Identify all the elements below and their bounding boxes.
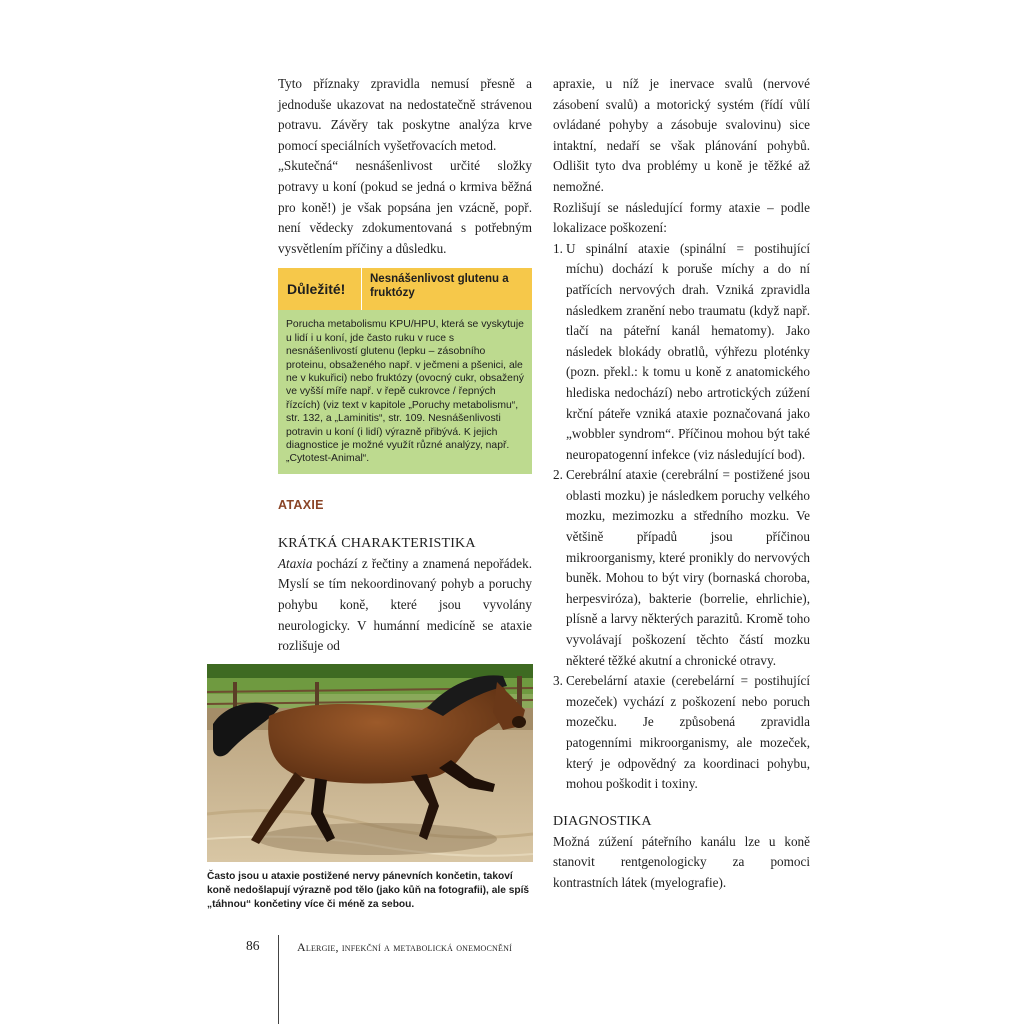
subheading-characteristics: KRÁTKÁ CHARAKTERISTIKA [278,535,476,551]
forms-intro-paragraph: Rozlišují se následující formy ataxie – podle lokalizace poškození: [553,199,810,236]
list-item [553,465,810,671]
important-tag: Důležité! [278,268,362,310]
section-heading-ataxie: ATAXIE [278,497,324,512]
list-item [553,671,810,795]
term-ataxia: Ataxia [278,555,313,571]
list-item-text: U spinální ataxie (spinální = postihující míchu) dochází k poruše míchy a do ní patřících nervových drah. Vzniká zpravidla následkem zranění nebo traumatu (když např. tlačí na páteřní kanál hematomy). Jako následek blokády obratlů, výhřezu ploténky (pozn. překl.: k tomu u koně z anatomického hlediska nedochází) nebo artrotických zúžení krční páteře vzniká ataxie poznačovaná jako „wobbler syndrom“. Příčinou mohou být také neuropatogenní infekce (viz následující bod). [566,240,810,462]
subheading-diagnostics: DIAGNOSTIKA [553,813,652,829]
list-item-number: 3. [553,673,563,689]
left-column [278,74,532,657]
horse-photo [207,664,533,862]
footer-divider [278,935,279,1024]
list-item-text: Cerebrální ataxie (cerebrální = postižené jsou oblasti mozku) je následkem poruchy velkého mozku, mezimozku a středního mozku. Ve většině případů jsou příčinou mikroorganismy, které pronikly do nervových buněk. Mohou to být viry (bornaská choroba, herpesviróza), bakterie (borrelie, ehrlichie), plísně a larvy některých parazitů. Kromě toho vyvolávají poškození těchto částí mozku některé těžké akutní a chronické otravy. [566,467,810,668]
diagnostics-paragraph: Možná zúžení páteřního kanálu lze u koně stanovit rentgenologicky za pomoci kontrastních látek (myelografie). [553,833,810,890]
chapter-title: Alergie, infekční a metabolická onemocnění [297,940,512,954]
photo-caption: Často jsou u ataxie postižené nervy pánevních končetin, takoví koně nedošlapují výrazně pod tělo (jako kůň na fotografii), ale spíš „táhnou“ končetiny více či méně za sebou. [207,871,530,910]
apraxie-paragraph: apraxie, u níž je inervace svalů (nervové zásobení svalů) a motorický systém (řídí vůlí ovládané pohyby a zásobuje svalovinu) sice intaktní, nedaří se však plánování pohybů. Odlišit tyto dva problémy u koně je těžké až nemožné. [553,76,810,194]
list-item-number: 1. [553,240,563,256]
intro-paragraph-2: „Skutečná“ nesnášenlivost určité složky potravy u koní (pokud se jedná o krmiva běžná pro koně!) je však popsána jen vzácně, popř. není vědecky zdokumentovaná s potřebným vysvětlením příčiny a důsledku. [278,158,532,256]
list-item [553,239,810,466]
list-item-text: Cerebelární ataxie (cerebelární = postihující mozeček) vychází z poškození nebo poruch mozečku. Je způsobená zpravidla patogenními mikroorganismy, ale mozeček, který je odpovědný za koordinaci pohybu, mohou poškodit i toxiny. [566,673,810,792]
characteristics-text: pochází z řečtiny a znamená nepořádek. Myslí se tím nekoordinovaný pohyb a poruchy pohybu koně, které jsou vyvolány neurologicky. V humánní medicíně se ataxie rozlišuje od [278,555,532,654]
intro-paragraph-1: Tyto příznaky zpravidla nemusí přesně a jednoduše ukazovat na nedostatečně strávenou potravu. Závěry tak poskytne analýza krve pomocí speciálních vyšetřovacích metod. [278,76,532,153]
characteristics-paragraph [278,554,532,657]
important-box-title: Nesnášenlivost glutenu a fruktózy [370,273,509,300]
important-box-body: Porucha metabolismu KPU/HPU, která se vyskytuje u lidí i u koní, jde často ruku v ruce s nesnášenlivostí glutenu (lepku – zásobního proteinu, obsaženého např. v ječmeni a pšenici, ale ne v kukuřici) nebo fruktózy (ovocný cukr, obsažený ve vyšší míře např. v řepě cukrovce / řepných řízcích) (viz text v kapitole „Poruchy metabolismu“, str. 132, a „Laminitis“, str. 109. Nesnášenlivosti potravin u koní (i lidí) výrazně přibývá. K jejich diagnostice je možné využít různé analýzy, např. „Cytotest-Animal“. [278,310,532,473]
important-box-header [278,268,532,310]
ataxia-forms-list [553,239,810,795]
page-number: 86 [246,938,260,953]
important-box [278,268,532,473]
right-column [553,74,810,894]
list-item-number: 2. [553,467,563,483]
